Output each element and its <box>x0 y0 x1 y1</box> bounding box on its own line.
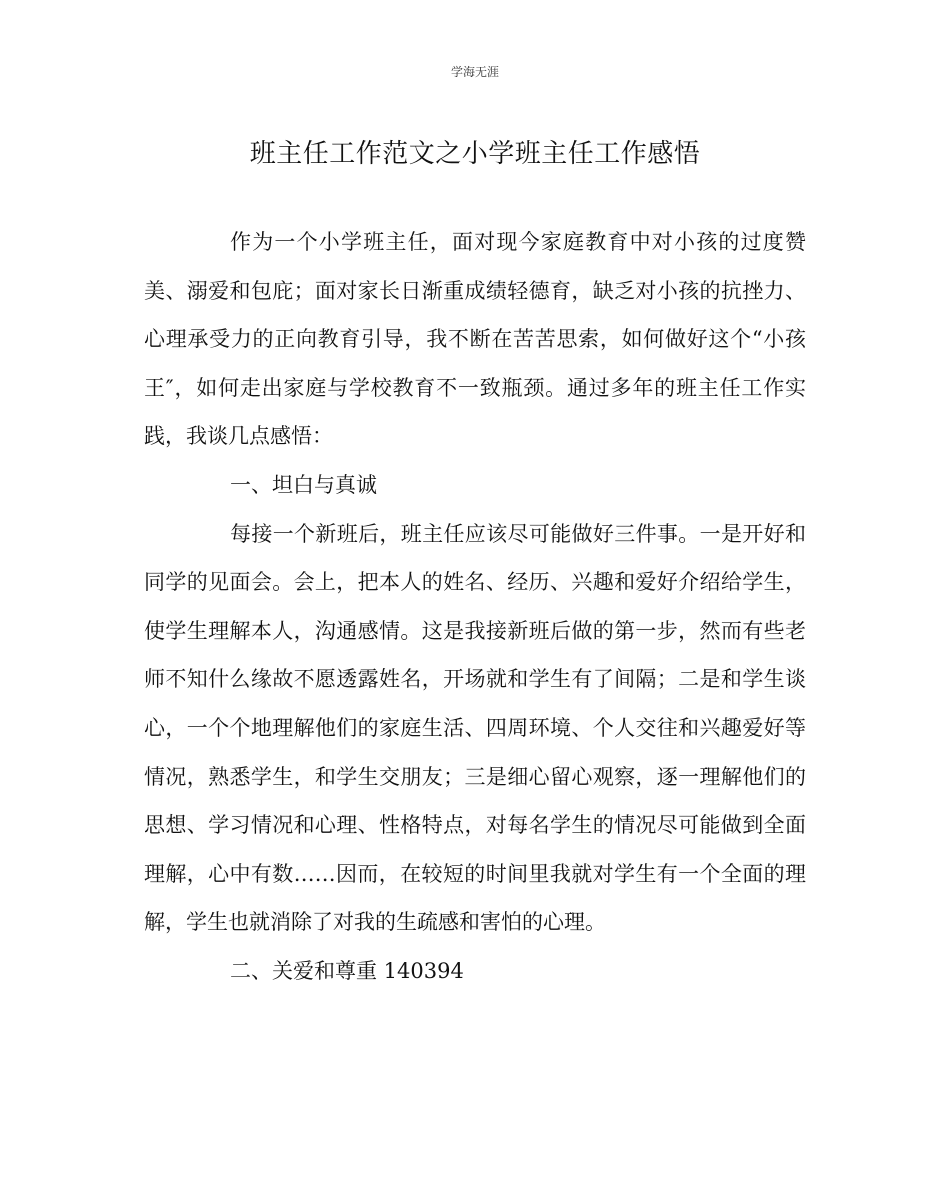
document-title: 班主任工作范文之小学班主任工作感悟 <box>249 139 701 169</box>
section-1-paragraph: 每接一个新班后，班主任应该尽可能做好三件事。一是开好和同学的见面会。会上，把本人的姓名、经历、兴趣和爱好介绍给学生，使学生理解本人，沟通感情。这是我接新班后做的第一步，然而有些老师不知什么缘故不愿透露姓名，开场就和学生有了间隔；二是和学生谈心，一个个地理解他们的家庭生活、四周环境、个人交往和兴趣爱好等情况，熟悉学生，和学生交朋友；三是细心留心观察，逐一理解他们的思想、学习情况和心理、性格特点，对每名学生的情况尽可能做到全面理解，心中有数……因而，在较短的时间里我就对学生有一个全面的理解，学生也就消除了对我的生疏感和害怕的心理。 <box>144 521 806 935</box>
document-body <box>144 218 806 996</box>
section-heading-2: 二、关爱和尊重 140394 <box>230 958 464 983</box>
section-heading-1: 一、坦白与真诚 <box>230 472 377 497</box>
page-header: 学海无涯 <box>450 65 499 79</box>
intro-paragraph: 作为一个小学班主任，面对现今家庭教育中对小孩的过度赞美、溺爱和包庇；面对家长日渐重成绩轻德育，缺乏对小孩的抗挫力、心理承受力的正向教育引导，我不断在苦苦思索，如何做好这个“小孩王″，如何走出家庭与学校教育不一致瓶颈。通过多年的班主任工作实践，我谈几点感悟： <box>144 230 806 449</box>
